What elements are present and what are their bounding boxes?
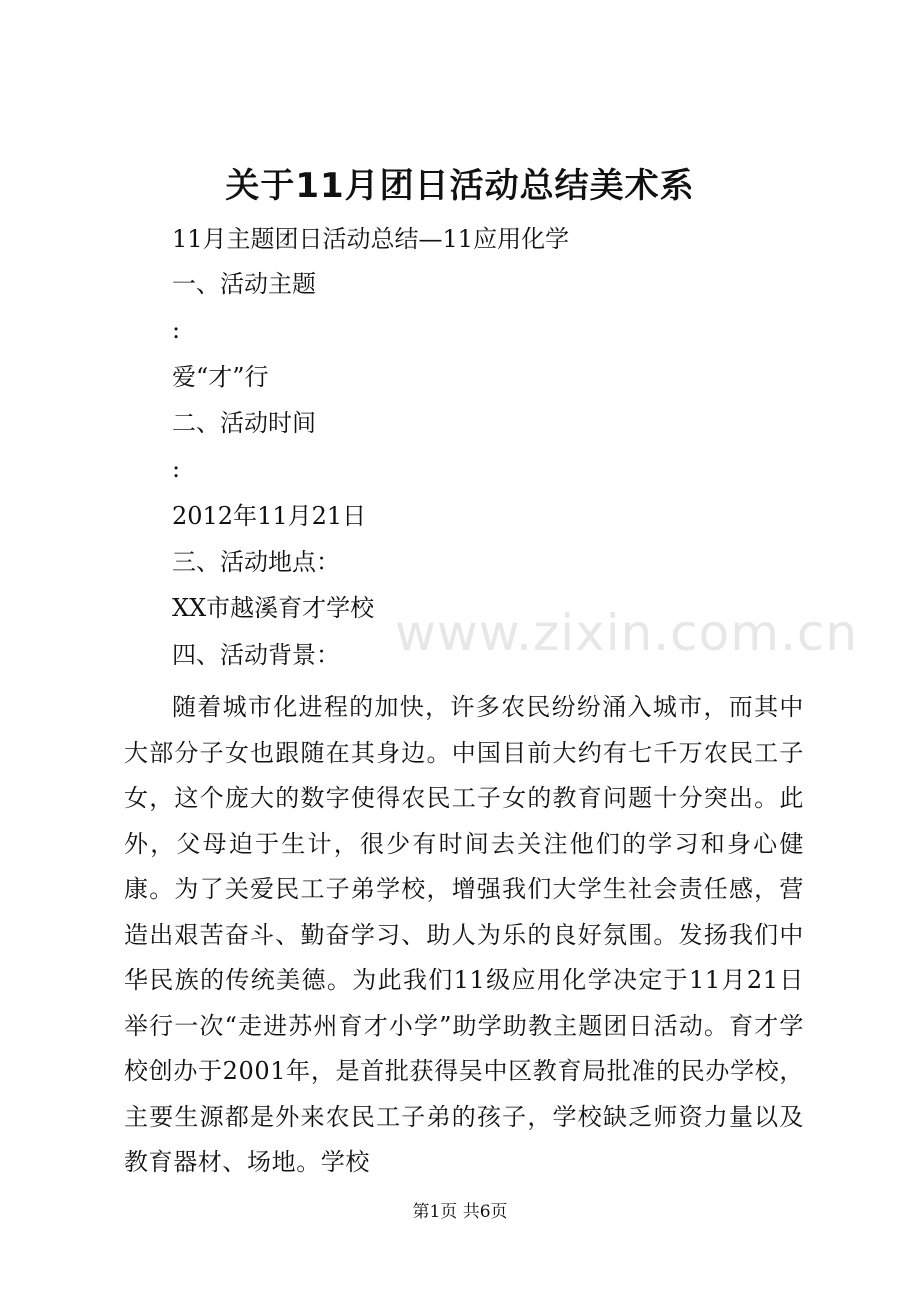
page-footer: 第1页 共6页 xyxy=(412,1202,508,1222)
section-value-location: XX市越溪育才学校 xyxy=(172,594,375,622)
section-heading-time: 二、活动时间 xyxy=(172,409,316,437)
section-value-time: 2012年11月21日 xyxy=(172,502,367,530)
section-colon: : xyxy=(172,455,181,483)
section-heading-location: 三、活动地点： xyxy=(172,548,340,576)
watermark: www.zixin.com.cn xyxy=(395,604,859,662)
section-colon: : xyxy=(172,316,181,344)
body-paragraph: 随着城市化进程的加快，许多农民纷纷涌入城市，而其中大部分子女也跟随在其身边。中国目前大约有七千万农民工子女，这个庞大的数字使得农民工子女的教育问题十分突出。此外，父母迫于生计，很少有时间去关注他们的学习和身心健康。为了关爱民工子弟学校，增强我们大学生社会责任感，营造出艰苦奋斗、勤奋学习、助人为乐的良好氛围。发扬我们中华民族的传统美德。为此我们11级应用化学决定于11月21日举行一次“走进苏州育才小学”助学助教主题团日活动。育才学校创办于2001年，是首批获得吴中区教育局批准的民办学校，主要生源都是外来农民工子弟的孩子，学校缺乏师资力量以及教育器材、场地。学校 xyxy=(124,693,804,1176)
section-heading-theme: 一、活动主题 xyxy=(172,270,316,298)
document-subtitle: 11月主题团日活动总结—11应用化学 xyxy=(172,225,570,253)
section-value-theme: 爱“才”行 xyxy=(172,363,269,391)
section-heading-background: 四、活动背景： xyxy=(172,641,340,669)
document-title: 关于11月团日活动总结美术系 xyxy=(225,166,695,206)
